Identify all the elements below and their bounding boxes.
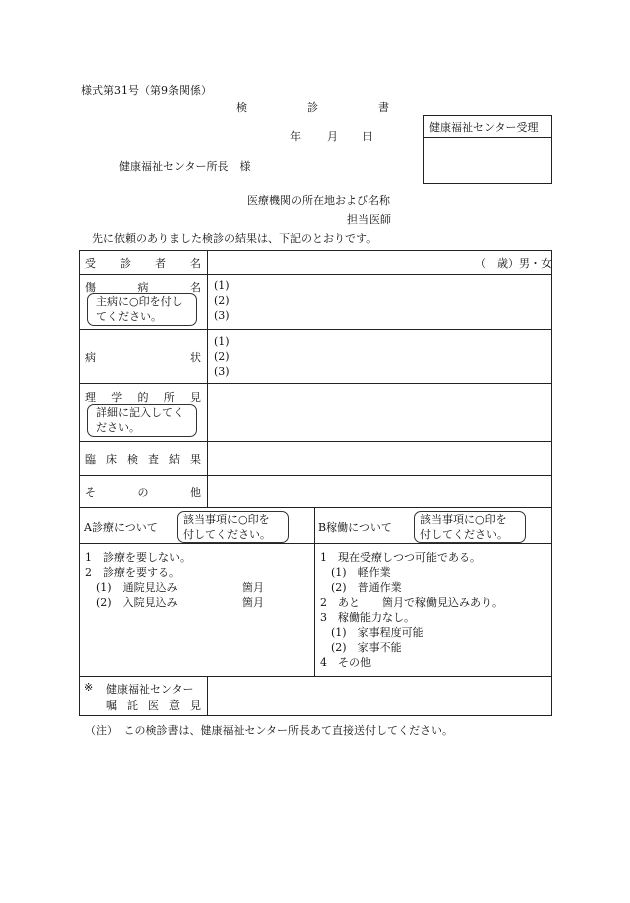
section-a-heading: A診療について [84, 521, 158, 534]
section-a-list [85, 550, 191, 610]
commission-line1: 健康福祉センター [106, 683, 194, 696]
disease-items [214, 278, 230, 323]
document-title-char: 書 [378, 101, 389, 114]
date-month-label: 月 [327, 130, 338, 143]
doctor-label: 担当医師 [347, 213, 391, 226]
list-item: 1 現在受療しつつ可能である。 [320, 551, 481, 564]
list-item: (1) 通院見込み [85, 581, 178, 594]
intro-text: 先に依頼のありました検診の結果は、下記のとおりです。 [92, 232, 378, 245]
list-item: (2) [214, 350, 230, 363]
receipt-box-label: 健康福祉センター受理 [429, 120, 539, 134]
footer-note: （注） この検診書は、健康福祉センター所長あて直接送付してください。 [85, 724, 454, 737]
list-item: 4 その他 [320, 656, 371, 669]
symptoms-label: 病 状 [85, 351, 201, 364]
receipt-box [423, 115, 552, 184]
commission-mark: ※ [84, 681, 94, 694]
list-item: (2) 普通作業 [320, 581, 402, 594]
date-day-label: 日 [362, 130, 373, 143]
commission-line2: 嘱 託 医 意 見 [106, 699, 201, 712]
patient-age-sex: （ 歳）男・女 [475, 257, 552, 270]
receipt-stamp-area [424, 138, 551, 183]
document-title-char: 検 [236, 101, 247, 114]
list-item: (2) 入院見込み [85, 596, 178, 609]
form-number: 様式第31号（第9条関係） [81, 84, 212, 97]
disease-name-label: 傷 病 名 [85, 281, 201, 294]
list-item: (3) [214, 365, 230, 378]
list-item: (3) [214, 309, 230, 322]
physical-note: 詳細に記入してく ださい。 [96, 406, 184, 434]
section-b-list [320, 550, 503, 670]
document-title-char: 診 [307, 101, 318, 114]
disease-note: 主病に○印を付し てください。 [96, 295, 183, 323]
list-item: (1) [214, 279, 230, 292]
list-item: 3 稼働能力なし。 [320, 611, 415, 624]
section-a-note: 該当事項に○印を 付してください。 [183, 513, 271, 541]
date-year-label: 年 [290, 130, 301, 143]
list-item: 1 診療を要しない。 [85, 551, 191, 564]
other-label: そ の 他 [85, 486, 201, 499]
list-item: (1) 家事程度可能 [320, 626, 424, 639]
section-a-unit: 箇月 [242, 596, 264, 609]
section-b-note: 該当事項に○印を 付してください。 [420, 513, 508, 541]
clinical-results-label: 臨 床 検 査 結 果 [85, 453, 201, 466]
list-item: 2 診療を要する。 [85, 566, 180, 579]
section-a-unit: 箇月 [242, 581, 264, 594]
physical-findings-label: 理 学 的 所 見 [85, 391, 201, 404]
institution-label: 医療機関の所在地および名称 [247, 194, 390, 207]
patient-name-label: 受 診 者 名 [85, 257, 201, 270]
section-b-heading: B稼働について [318, 521, 392, 534]
list-item: (1) [214, 335, 230, 348]
addressee: 健康福祉センター所長 様 [119, 160, 251, 173]
list-item: (2) [214, 294, 230, 307]
symptoms-items [214, 334, 230, 379]
list-item: (2) 家事不能 [320, 641, 402, 654]
list-item: (1) 軽作業 [320, 566, 391, 579]
list-item: 2 あと 箇月で稼働見込みあり。 [320, 596, 503, 609]
